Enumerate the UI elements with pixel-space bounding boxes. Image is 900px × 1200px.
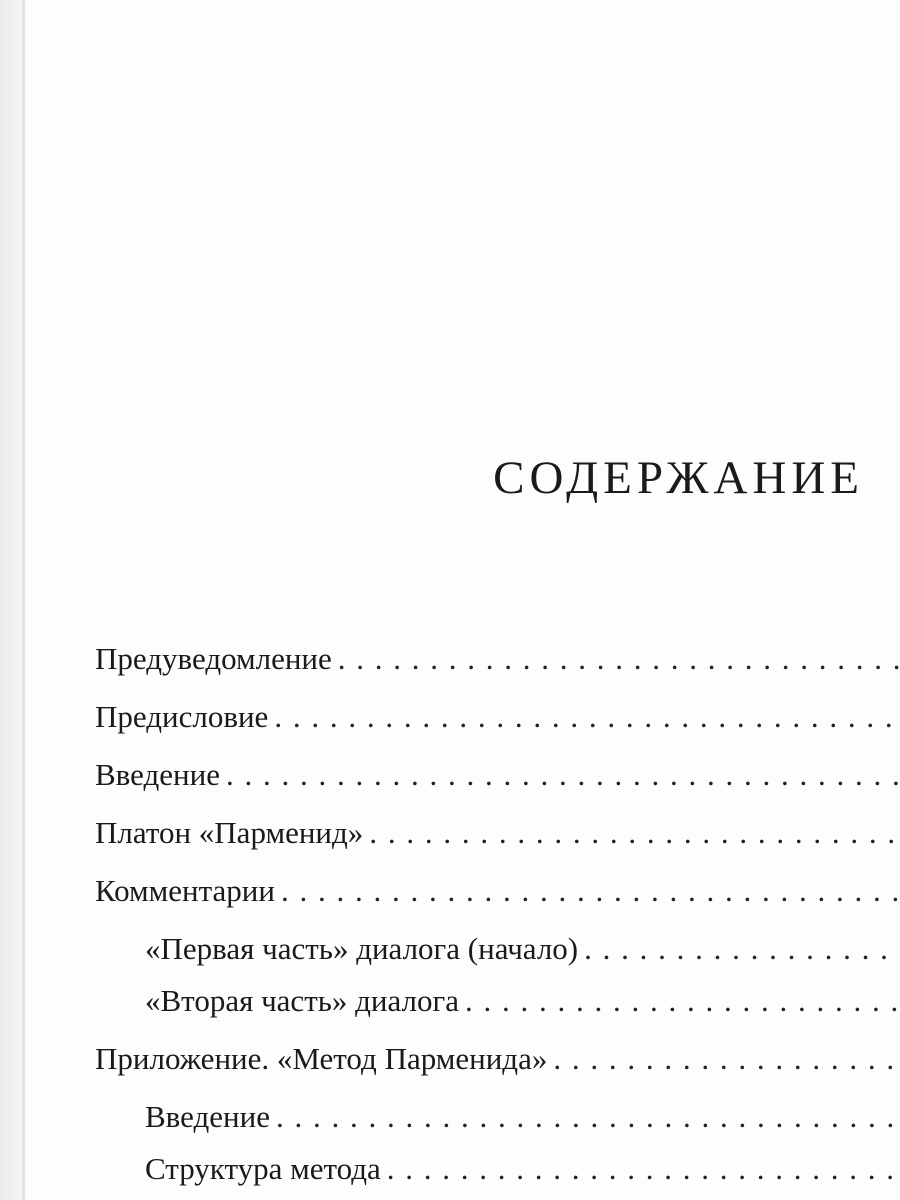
- table-of-contents: [95, 640, 900, 1200]
- toc-entry-label: Платон «Парменид»: [95, 815, 364, 850]
- page-binding-edge: [22, 0, 25, 1200]
- toc-dot-leader: [268, 698, 900, 737]
- toc-subentry: [95, 930, 900, 982]
- toc-dot-leader: [459, 982, 900, 1021]
- toc-entry-label: Предисловие: [95, 699, 269, 734]
- toc-dot-leader: [220, 756, 900, 795]
- toc-subentry: [95, 1098, 900, 1150]
- toc-subentry: [95, 982, 900, 1034]
- toc-entry-label: Введение: [95, 757, 220, 792]
- toc-entry-label: Предуведомление: [95, 641, 332, 676]
- toc-entry: [95, 1040, 900, 1098]
- toc-dot-leader: [270, 1098, 900, 1137]
- toc-entry-label: Введение: [145, 1099, 270, 1134]
- toc-subentry: [95, 1150, 900, 1200]
- toc-entry: [95, 698, 900, 756]
- toc-entry: [95, 814, 900, 872]
- toc-dot-leader: [547, 1040, 900, 1079]
- toc-dot-leader: [332, 640, 900, 679]
- toc-entry-label: Структура метода: [145, 1151, 381, 1186]
- toc-entry-label: «Вторая часть» диалога: [145, 983, 459, 1018]
- toc-entry: [95, 640, 900, 698]
- toc-entry: [95, 872, 900, 930]
- toc-dot-leader: [275, 872, 900, 911]
- page-title: СОДЕРЖАНИЕ: [493, 452, 864, 504]
- toc-dot-leader: [363, 814, 900, 853]
- toc-entry-label: Комментарии: [95, 873, 275, 908]
- toc-entry: [95, 756, 900, 814]
- toc-entry-label: Приложение. «Метод Парменида»: [95, 1041, 548, 1076]
- toc-dot-leader: [578, 930, 900, 969]
- toc-dot-leader: [381, 1150, 900, 1189]
- toc-entry-label: «Первая часть» диалога (начало): [145, 931, 579, 966]
